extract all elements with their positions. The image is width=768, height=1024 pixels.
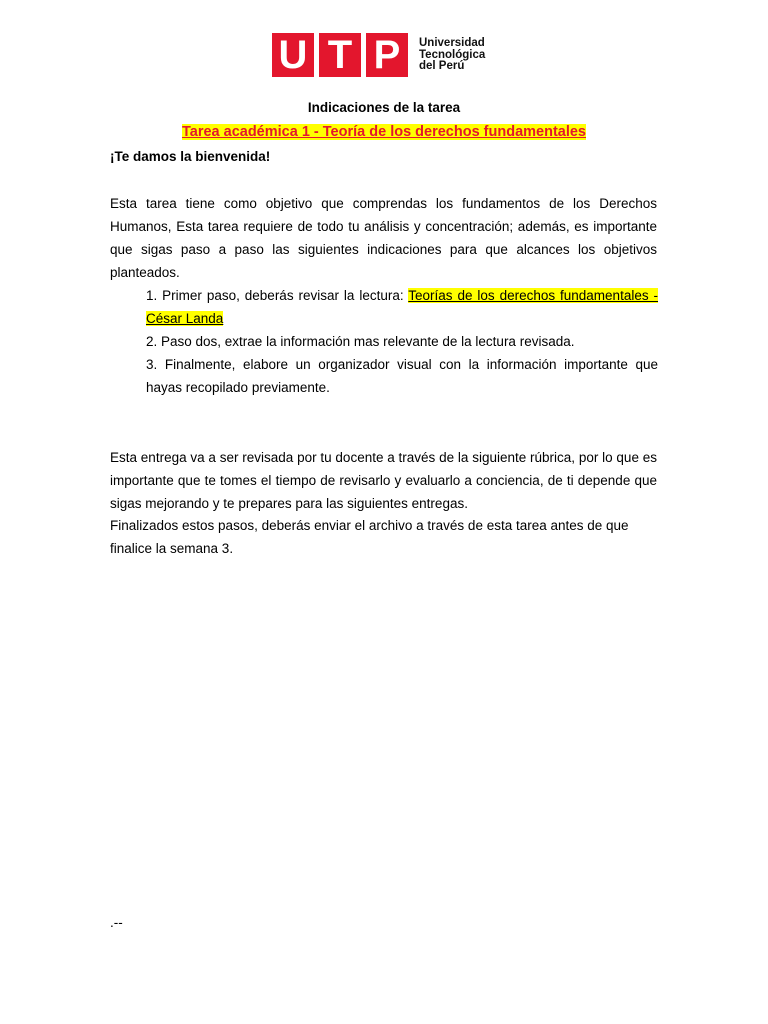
step-1-text: 1. Primer paso, deberás revisar la lectura: — [146, 288, 409, 303]
logo-name-line-1: Universidad — [419, 37, 485, 49]
section-heading: Indicaciones de la tarea — [307, 100, 461, 115]
closing-paragraph: Finalizados estos pasos, deberás enviar el archivo a través de esta tarea antes de que finalice la semana 3. — [110, 518, 629, 556]
welcome-message: ¡Te damos la bienvenida! — [110, 149, 271, 164]
logo-name-line-3: del Perú — [419, 60, 465, 72]
logo-letter-u: U — [272, 33, 314, 77]
reading-link[interactable]: Teorías de los derechos fundamentales - César Landa — [146, 288, 658, 326]
steps-list — [146, 284, 658, 399]
utp-logo — [272, 33, 502, 77]
logo-university-name — [419, 38, 485, 73]
assignment-title-text: Tarea académica 1 - Teoría de los derechos fundamentales — [181, 124, 586, 140]
rubric-paragraph: Esta entrega va a ser revisada por tu docente a través de la siguiente rúbrica, por lo que es importante que te tomes el tiempo de revisarlo y evaluarlo a conciencia, de ti depende que sigas mejorando y te prepares para las siguientes entregas. — [110, 450, 657, 511]
footer-mark: .-- — [110, 915, 123, 930]
step-3: 3. Finalmente, elabore un organizador visual con la información importante que hayas recopilado previamente. — [146, 357, 658, 395]
step-2: 2. Paso dos, extrae la información mas relevante de la lectura revisada. — [146, 334, 575, 349]
logo-letter-p: P — [366, 33, 408, 77]
step-1 — [146, 284, 658, 330]
logo-name-line-2: Tecnológica — [419, 48, 486, 61]
logo-letter-t: T — [319, 33, 361, 77]
intro-paragraph: Esta tarea tiene como objetivo que comprendas los fundamentos de los Derechos Humanos, Esta tarea requiere de todo tu análisis y concentración; además, es importante que sigas paso a paso las siguientes indicaciones para que alcances los objetivos planteados. — [110, 196, 657, 280]
assignment-title — [0, 124, 768, 140]
